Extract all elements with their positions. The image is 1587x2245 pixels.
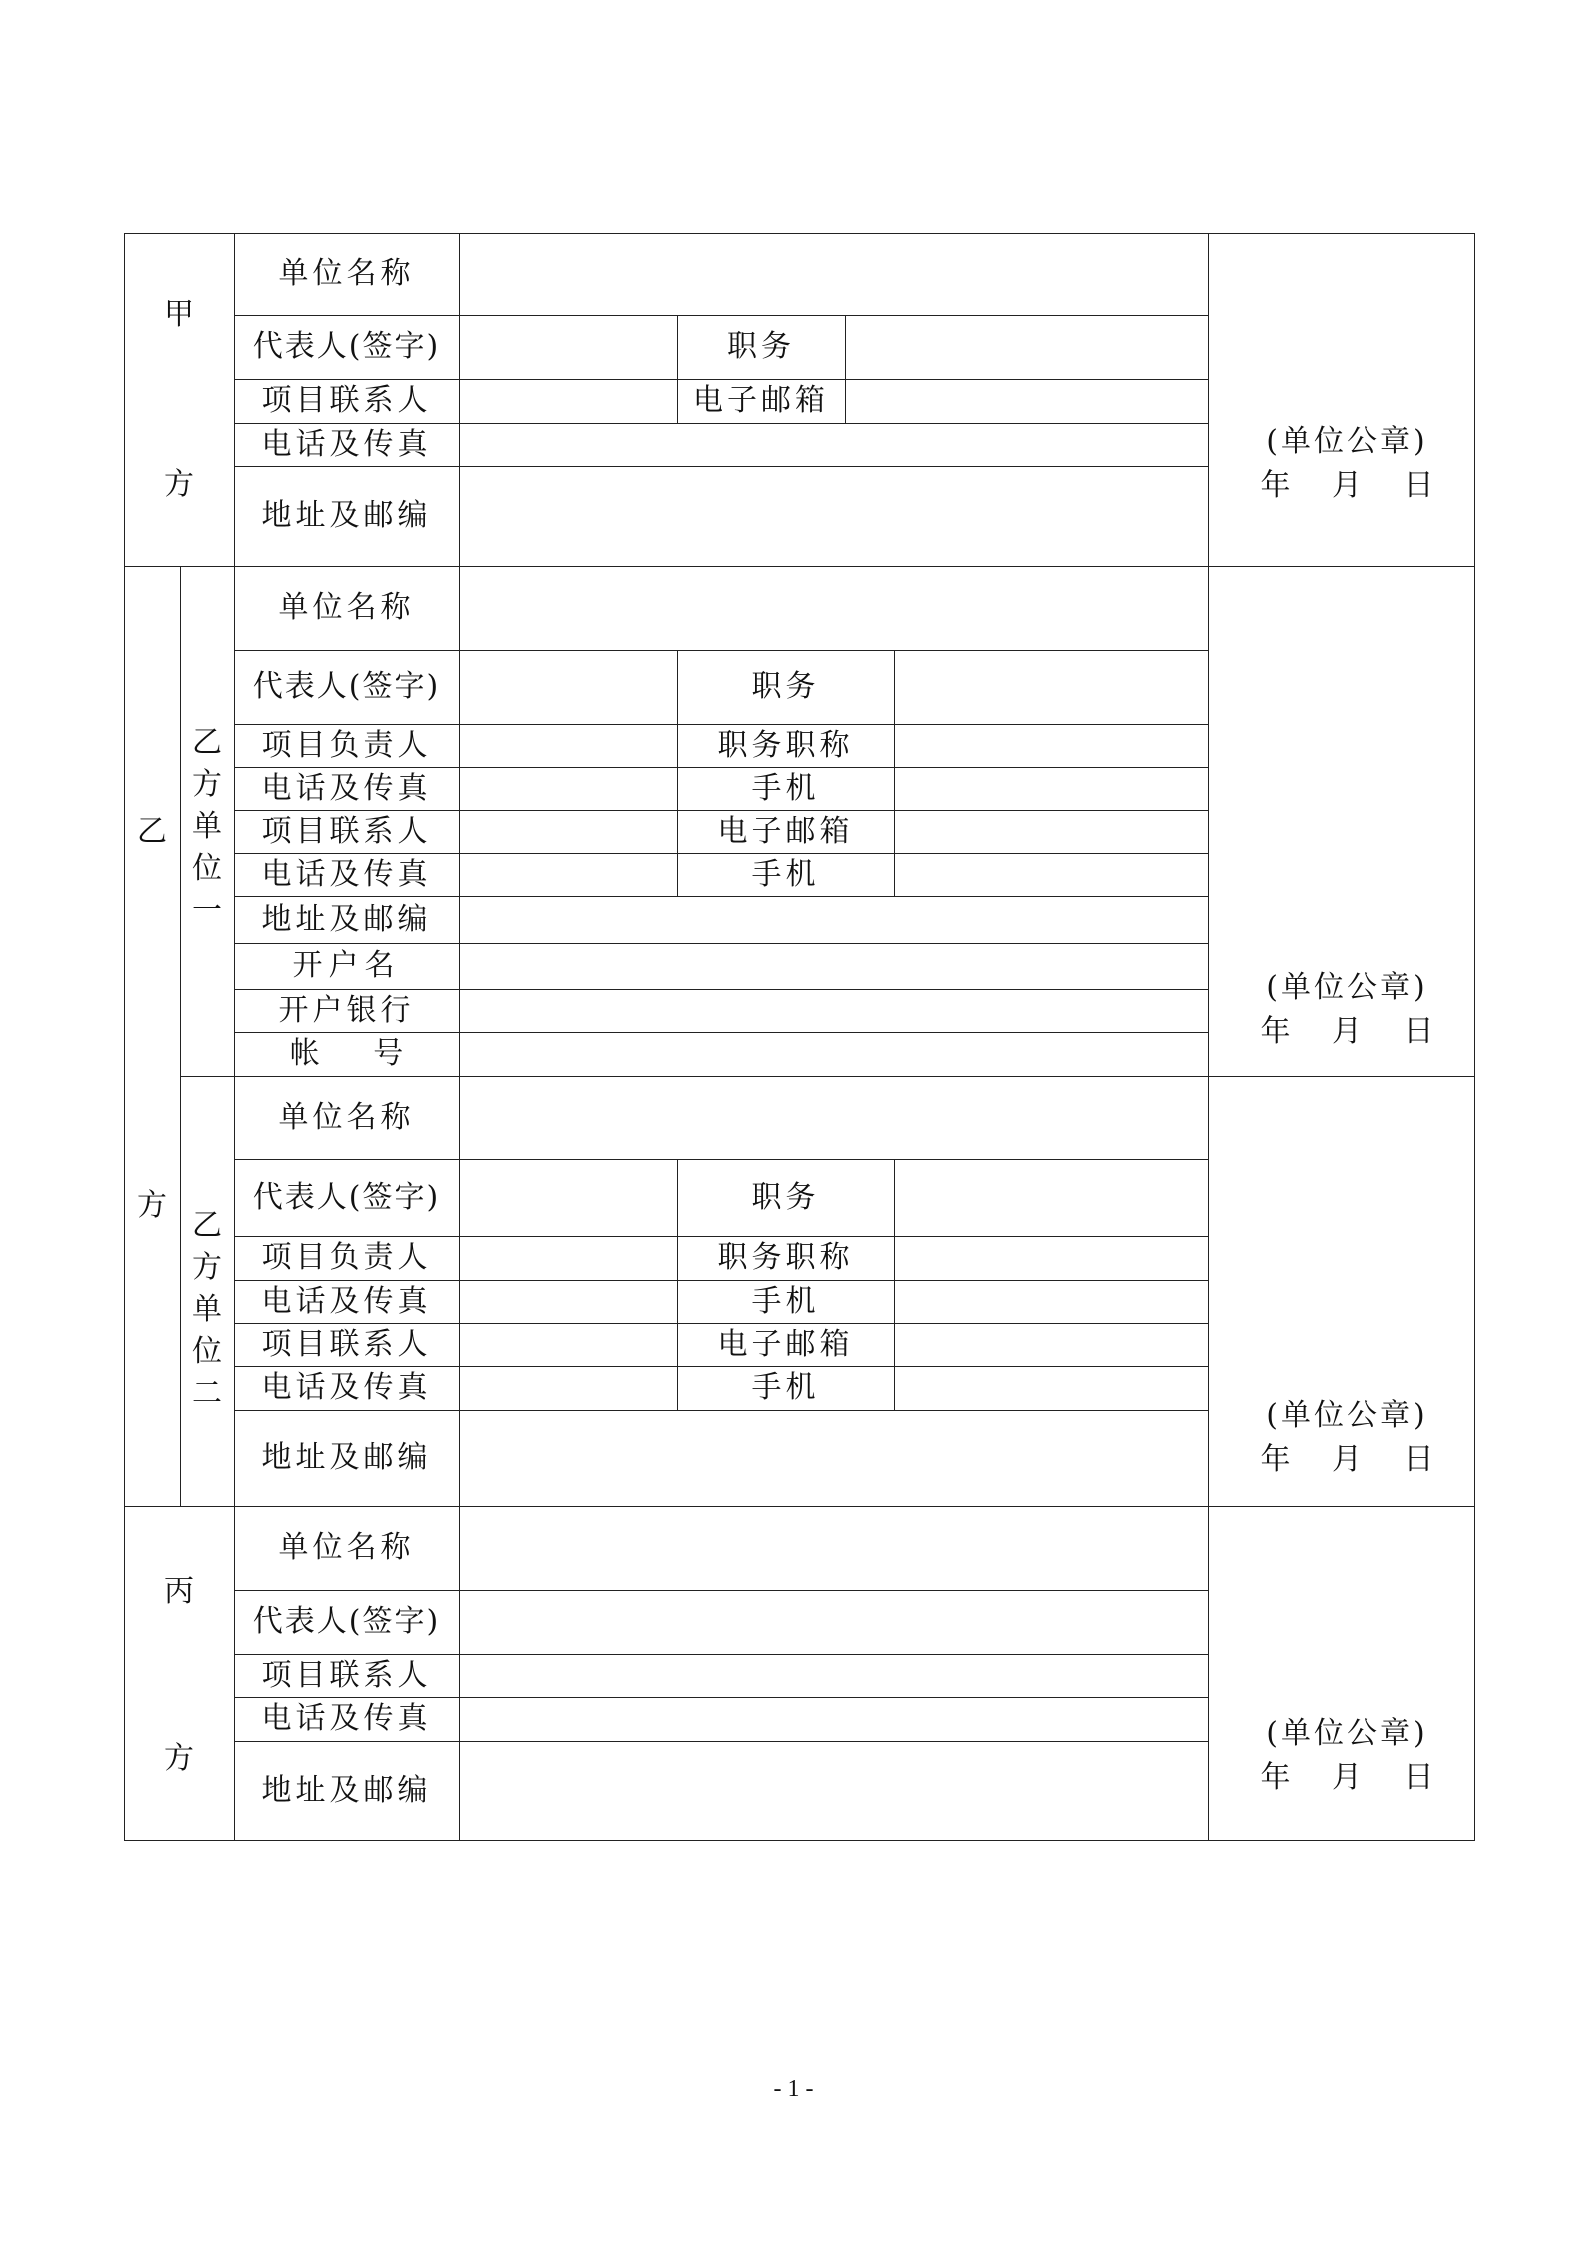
party-b-unit2-char: 二 (192, 1376, 222, 1411)
party-b-unit1-char: 位 (192, 851, 222, 886)
party-a-project-contact-label: 项目联系人 (261, 383, 432, 418)
party-b1-address-field[interactable] (460, 897, 1208, 943)
party-b1-representative-label: 代表人(签字) (252, 669, 441, 704)
party-b2-project-lead-field[interactable] (460, 1237, 677, 1280)
party-b2-project-lead-label: 项目负责人 (261, 1240, 432, 1275)
party-b-char-2: 方 (137, 1188, 167, 1223)
party-b-unit2-char: 单 (192, 1292, 222, 1327)
party-a-phone-fax-label: 电话及传真 (261, 426, 432, 462)
party-b-unit1-char: 乙 (192, 725, 222, 760)
party-b2-address-field[interactable] (460, 1411, 1208, 1506)
party-c-seal-label: (单位公章) (1266, 1716, 1428, 1751)
party-b-unit2-char: 位 (192, 1334, 222, 1369)
column-line-seal (1208, 233, 1209, 1841)
party-b-unit1-char: 一 (192, 893, 222, 928)
party-a-position-label: 职务 (727, 329, 795, 364)
table-border-bottom (124, 1840, 1475, 1841)
party-a-email-field[interactable] (846, 380, 1208, 423)
party-b-unit2-char: 方 (192, 1250, 222, 1285)
party-a-email-label: 电子邮箱 (693, 383, 829, 418)
party-b2-phone-fax-1-field[interactable] (460, 1281, 677, 1323)
party-b1-email-label: 电子邮箱 (717, 813, 854, 849)
party-b2-seal-date: 年 月 日 (1260, 1442, 1434, 1477)
party-a-char-2: 方 (164, 467, 194, 502)
party-b2-phone-fax-1-label: 电话及传真 (261, 1283, 432, 1319)
party-c-char-2: 方 (164, 1741, 194, 1776)
party-b2-position-title-label: 职务职称 (717, 1240, 854, 1275)
party-b1-project-lead-field[interactable] (460, 725, 677, 767)
party-b1-project-contact-label: 项目联系人 (261, 813, 432, 849)
party-b2-unit-name-field[interactable] (460, 1077, 1208, 1159)
party-b2-unit-name-label: 单位名称 (278, 1099, 415, 1135)
party-c-project-contact-field[interactable] (460, 1655, 1208, 1697)
party-b2-phone-fax-2-field[interactable] (460, 1367, 677, 1410)
party-b1-representative-field[interactable] (460, 651, 677, 724)
party-b1-mobile-2-field[interactable] (895, 854, 1208, 896)
party-b1-project-lead-label: 项目负责人 (261, 727, 432, 763)
party-b2-seal-label: (单位公章) (1266, 1398, 1428, 1433)
party-c-unit-name-field[interactable] (460, 1507, 1208, 1590)
party-b2-phone-fax-2-label: 电话及传真 (261, 1370, 432, 1405)
party-b1-position-label: 职务 (751, 669, 820, 704)
party-c-project-contact-label: 项目联系人 (261, 1657, 432, 1693)
party-b2-position-label: 职务 (751, 1179, 820, 1215)
party-c-unit-name-label: 单位名称 (278, 1530, 415, 1565)
party-a-position-field[interactable] (846, 316, 1208, 379)
party-b2-email-field[interactable] (895, 1324, 1208, 1366)
party-b1-mobile-1-label: 手机 (751, 770, 820, 806)
party-a-unit-name-field[interactable] (460, 234, 1208, 315)
party-b2-project-contact-label: 项目联系人 (261, 1326, 432, 1362)
party-a-address-label: 地址及邮编 (261, 498, 432, 533)
party-a-representative-field[interactable] (460, 316, 677, 379)
party-a-representative-label: 代表人(签字) (252, 329, 441, 364)
party-b1-bank-label: 开户银行 (278, 992, 415, 1028)
party-b1-seal-label: (单位公章) (1266, 970, 1428, 1005)
party-c-char-1: 丙 (164, 1574, 194, 1609)
party-b2-mobile-2-field[interactable] (895, 1367, 1208, 1410)
party-a-seal-label: (单位公章) (1266, 424, 1428, 459)
party-b1-phone-fax-2-field[interactable] (460, 854, 677, 896)
party-b-unit2-side-label (180, 1205, 234, 1415)
party-b1-unit-name-field[interactable] (460, 567, 1208, 650)
party-a-address-field[interactable] (460, 467, 1208, 566)
party-b2-address-label: 地址及邮编 (261, 1440, 432, 1475)
party-b1-bank-field[interactable] (460, 990, 1208, 1032)
party-b1-phone-fax-2-label: 电话及传真 (261, 856, 432, 892)
party-a-char-1: 甲 (164, 297, 194, 332)
party-b1-seal-date: 年 月 日 (1260, 1014, 1434, 1049)
party-b1-position-field[interactable] (895, 651, 1208, 724)
party-b2-mobile-2-label: 手机 (751, 1370, 820, 1405)
party-b2-mobile-1-label: 手机 (751, 1283, 820, 1319)
party-b1-mobile-1-field[interactable] (895, 768, 1208, 810)
party-b2-project-contact-field[interactable] (460, 1324, 677, 1366)
party-b2-seal-block (1212, 1394, 1482, 1482)
party-b1-account-name-field[interactable] (460, 944, 1208, 989)
party-b2-position-title-field[interactable] (895, 1237, 1208, 1280)
party-b2-representative-field[interactable] (460, 1160, 677, 1236)
party-b2-representative-label: 代表人(签字) (252, 1179, 441, 1215)
party-b1-account-name-label: 开户名 (292, 948, 401, 983)
party-b1-email-field[interactable] (895, 811, 1208, 853)
party-c-seal-block (1212, 1712, 1482, 1800)
party-b1-account-no-label: 帐 号 (289, 1036, 404, 1071)
party-a-seal-block (1212, 420, 1482, 508)
party-b1-position-title-field[interactable] (895, 725, 1208, 767)
party-b1-phone-fax-1-label: 电话及传真 (261, 770, 432, 806)
party-b2-position-field[interactable] (895, 1160, 1208, 1236)
party-c-representative-label: 代表人(签字) (252, 1604, 441, 1639)
party-b1-mobile-2-label: 手机 (751, 856, 820, 892)
party-b1-address-label: 地址及邮编 (261, 901, 432, 937)
party-b1-phone-fax-1-field[interactable] (460, 768, 677, 810)
party-b1-account-no-field[interactable] (460, 1033, 1208, 1076)
party-b2-email-label: 电子邮箱 (717, 1326, 854, 1362)
party-c-address-label: 地址及邮编 (261, 1772, 432, 1808)
party-c-address-field[interactable] (460, 1742, 1208, 1840)
party-b-unit1-char: 方 (192, 767, 222, 802)
party-b2-mobile-1-field[interactable] (895, 1281, 1208, 1323)
page-number: - 1 - (773, 2076, 814, 2102)
party-a-project-contact-field[interactable] (460, 380, 677, 423)
party-c-representative-field[interactable] (460, 1591, 1208, 1654)
party-a-unit-name-label: 单位名称 (278, 256, 415, 291)
party-b1-unit-name-label: 单位名称 (278, 590, 415, 625)
party-b-char-1: 乙 (137, 814, 167, 849)
party-b-unit2-char: 乙 (192, 1208, 222, 1243)
party-b-unit1-char: 单 (192, 809, 222, 844)
party-a-phone-fax-field[interactable] (460, 424, 1208, 466)
party-b1-project-contact-field[interactable] (460, 811, 677, 853)
party-b1-position-title-label: 职务职称 (717, 727, 854, 763)
party-a-seal-date: 年 月 日 (1260, 468, 1434, 503)
party-c-seal-date: 年 月 日 (1260, 1760, 1434, 1795)
party-b1-seal-block (1212, 966, 1482, 1054)
party-c-phone-fax-label: 电话及传真 (261, 1701, 432, 1736)
party-b-unit1-side-label (180, 722, 234, 932)
party-c-phone-fax-field[interactable] (460, 1698, 1208, 1741)
